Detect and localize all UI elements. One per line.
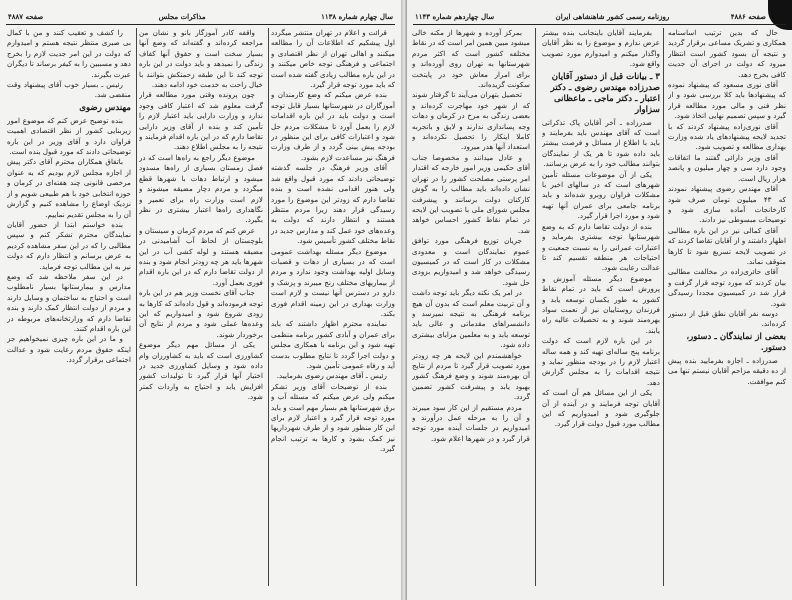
paragraph: صدرزاده ـ آخر آقایان پاک تذکراتی است که آقای مهندس باید بفرمایند و باید با اطلاع از مسائل و فرصت بیشتر باید داده شود تا هر یک از نمایندگان بتوانند مطالب خود را به عرض برسانند. [542, 117, 660, 169]
paragraph: یکی از آن موضوعات مسئله تأمین شهرهای است که در سالهای اخیر با مشکلات فراوان روبرو شده‌اند و باید برنامه جامعی برای عمران آنها تهیه شود و مورد اجرا قرار گیرد. [542, 169, 660, 221]
paragraph: مردم مستقیم از این کار سود میبرند و آن را به مرحله عمل درآورند و امیدواریم در جلسات آینده مورد توجه قرار گیرد و در شهرها اعلام شود. [412, 402, 530, 443]
header-title: مذاکرات مجلس [158, 11, 206, 21]
paragraph: آقای وزیر فرهنگ در جلسه گذشته توضیحاتی دادند که مورد قبول واقع شد ولی هنوز اقدامی نشده است و بنده تقاضا دارم که زودتر این موضوع را مورد رسیدگی قرار دهند زیرا مردم منتظر هستند و انتظار دارند که دولت به وعده‌های خود عمل کند و مدارس جدید در نقاط مختلف کشور تأسیس شود. [271, 163, 395, 246]
paragraph: حال که بدین ترتیب اساسنامه همکاری و تشریک مساعی برقرار گردید و نتیجه آن بسود کشور است انتظار میرود که دولت در اجرای آن جدیت کافی بخرج دهد. [668, 28, 786, 79]
paragraph: آقای نوری مسعود که پیشنهاد نموده که پیشنهادها باید کلا بررسی شود و از نظر فنی و مالی مورد مطالعه قرار گیرد و سپس تصمیم نهایی اتخاذ شود. [668, 80, 786, 121]
scan-shadow [768, 0, 792, 30]
column [7, 28, 131, 590]
section-heading: مهندس رضوی [79, 102, 131, 113]
issue-number: سال چهاردهم شماره ۱۱۴۳ [415, 11, 495, 21]
column-divider [136, 28, 137, 586]
page-header [8, 10, 393, 22]
column-divider [663, 28, 664, 586]
right-page [407, 0, 792, 600]
paragraph: تحصیل بتهران می‌آیند تا گرفتار شوند که از شهر خود مهاجرت کرده‌اند و بعضی زندگی به مرخ در کرمان و دهات وجه پساندازی ندارند و لایق و باتجربه کاملا اینکار را تحصیل نکرده‌اند و استعداد آنها هدر میرود. [412, 90, 530, 152]
paragraph: عرض کنم که مردم کرمان و سیستان و بلوچستان از لحاظ آب آشامیدنی در مضیقه هستند و لوله کشی آب در این شهرها باید هر چه زودتر انجام شود و بنده از دولت تقاضا دارم که در این باره اقدام فوری بعمل آورد. [139, 225, 263, 287]
paragraph: چون پرونده وقتی مورد مطالعه قرار گرفت معلوم شد که اعتبار کافی وجود ندارد و وزارت دارایی باید اعتبار لازم را تأمین کند و بنده از آقای وزیر دارایی تقاضا دارم که در این باره اقدام فرمایند و نتیجه را به مجلس اطلاع دهند. [139, 90, 263, 152]
paragraph: باتفاق همکاران محترم آقای دکتر پیش از اجازه مجلس لازم بودیم که به عنوان مرخصی قانونی چند هفته‌ای در کرمان و حوزه انتخابی خود با هم طبیعی شویم و از نزدیک اوضاع را مشاهده کنیم و گزارش آن را به مجلس تقدیم نماییم. [7, 157, 131, 219]
paragraph: صدرزاده ـ اجازه بفرمایید بنده پیش از ده دقیقه مزاحم آقایان نیستم تنها می کنم موافقت. [668, 355, 786, 386]
paragraph: موضوع دیگر مسئله آموزش و پرورش است که باید در تمام نقاط کشور به طور یکسان توسعه یابد و فرزندان روستاییان نیز از نعمت سواد بهره‌مند شوند و به تحصیلات عالیه راه یابند. [542, 273, 660, 335]
header-title: روزنامه رسمی کشور شاهنشاهی ایران [555, 11, 670, 21]
paragraph: بفرمایند آقایان باینجانب بنده بیشتر عرض ندارم و موضوع را به نظر آقایان واگذار میکنم و امیدوارم مورد تصویب واقع شود. [542, 28, 660, 69]
paragraph: آقای کمالی نیز در این باره مطالبی اظهار داشتند و از آقایان تقاضا کردند که در تصویب لایحه تسریع شود تا کارها متوقف نماند. [668, 225, 786, 266]
paragraph: در این باره لازم است که دولت برنامه پنج ساله‌ای تهیه کند و همه ساله اعتبار لازم را در بودجه منظور نماید و نتیجه اقدامات را به مجلس گزارش دهد. [542, 336, 660, 387]
paragraph: بنده توضیح عرض کنم که موضوع امور زیربنایی کشور از نظر اقتصادی اهمیت فراوان دارد و آقای وزیر در این باره توضیحاتی دادند که مورد قبول بنده است. [7, 115, 131, 157]
paragraph: را کشف و تعقیب کنند و من با کمال بی صبری منتظر نتیجه هستم و امیدوارم که دولت در این امر جدیت لازم را بخرج دهد و مسببین را به کیفر برساند تا دیگران عبرت بگیرند. [7, 28, 131, 79]
paragraph: بمرکز آورده و شهرها از مکنه خالی میشود مبین همین امر است که در نقاط مختلفه کشور است که اکثر مردم شهرستانها به تهران روی آورده‌اند و برای امرار معاش خود در پایتخت سکونت گزیده‌اند. [412, 28, 530, 90]
paragraph: آقای مهندس رضوی پیشنهاد نمودند که ۴۳ میلیون تومان صرف شود کارخانجات آماده سازی شود و توضیحات مبسوطی نیز دادند. [668, 184, 786, 225]
page-label: صفحه ۴۸۸۷ [8, 11, 44, 21]
section-heading: بعضی از نمایندگان ـ دستور، دستور. [686, 331, 786, 353]
paragraph: رئیس ـ بسیار خوب آقای پیشنهاد وقت منقضی شد. [7, 80, 131, 100]
paragraph: و عادل میدانند و مخصوصا جناب آقای حکیمی وزیر امور خارجه که اقتدار امر پرستی مصلحت کشور را در تهران نشان داده‌اند باید مطالب را به گوش کارکنان دولت برسانند و پیشرفت مجلس شورای ملی با تصویب این لایحه در تمام نقاط کشور احساس خواهد شد. [412, 152, 530, 235]
paragraph: قرائت و اعلام در تهران منتشر میگردد اول پیشکیم که اطلاعات آن را مطالعه میکنند و اهالی تهران از نظر اقتصادی و اجتماعی و فرهنگی توجه خاص میکنند و در این باره مطالب زیادی گفته شده است که باید مورد توجه قرار گیرد. [271, 28, 395, 90]
paragraph: موضوع دیگر راجع به راه‌ها است که در فصل زمستان بسیاری از راه‌ها مسدود میشود و ارتباط دهات با شهرها قطع میگردد و مردم دچار مضیقه میشوند و لازم است وزارت راه برای تعمیر و نگاهداری راه‌ها اعتبار بیشتری در نظر بگیرد. [139, 152, 263, 225]
paragraph: یکی از این مسائل هم آن است که آقایان توجه فرمایند و در آینده از آن جلوگیری شود و امیدواریم که این مطالب مورد قبول دولت قرار گیرد. [542, 388, 660, 429]
header-rule [6, 24, 395, 25]
column [271, 28, 395, 590]
paragraph: خواهشمندم این لایحه هر چه زودتر مورد تصویب قرار گیرد تا مردم از نتایج آن بهره‌مند شوند و وضع فرهنگ کشور بهبود یابد و پیشرفت کشور تضمین گردد. [412, 350, 530, 402]
column [412, 28, 530, 590]
paragraph: یکی از مسائل مهم دیگر موضوع کشاورزی است که باید به کشاورزان وام داده شود و وسایل کشاورزی جدید در اختیار آنها قرار گیرد تا تولیدات کشور افزایش یابد و احتیاج به واردات کمتر شود. [139, 340, 263, 402]
paragraph: جناب آقای نخست وزیر هم در این باره توجه فرموده‌اند و قول داده‌اند که کارها به زودی شروع شود و امیدواریم که این وعده‌ها عملی شود و مردم از نتایج آن برخوردار شوند. [139, 288, 263, 339]
section-heading: ۳ ـ بیانات قبل از دستور آقایان صدرزاده مهندس رضوی ـ دکتر اعتبار ـ دکتر ماجی ـ ماعظانی سزاوار [550, 71, 660, 115]
column [139, 28, 263, 590]
paragraph: آقای نوری‌زاده پیشنهاد کردند که با تجدید لایحه پیشنهادهای یاد شده وزارت بهداری مطالعه و تصویب شود. [668, 121, 786, 152]
page-header [415, 10, 766, 22]
paragraph: دوسه نفر آقایان نطق قبل از دستور کرده‌اند. [668, 308, 786, 329]
paragraph: در این سفر ملاحظه شد که وضع مدارس و بیمارستانها بسیار نامطلوب است و احتیاج به ساختمان و وسایل دارند و مردم از دولت انتظار کمک دارند و بنده تقاضا دارم که وزارتخانه‌های مربوطه در این باره اقدام کنند. [7, 271, 131, 333]
paragraph: رئیس ـ آقای مهندس رضوی بفرمایید. [276, 371, 387, 381]
paragraph: آقای حائری‌زاده در مخالفت مطالبی بیان کردند که مورد توجه قرار گرفت و قرار شد در کمیسیون مجددا رسیدگی شود. [668, 267, 786, 308]
page-label: صفحه ۴۸۸۶ [730, 11, 766, 21]
paragraph: آقای وزیر دارائی گفتند ما اتفاقات وجود دارد سی و چهار میلیون و پانصد هزار ریال است. [668, 152, 786, 183]
column [542, 28, 660, 590]
issue-number: سال چهارم شماره ۱۱۳۸ [321, 11, 393, 21]
paragraph: واقفه کادر آموزگار بانو و نشان من مراجعه کرده‌اند و گفته‌اند که وضع آنها بسیار سخت است و حقوق آنها کفاف زندگی را نمیدهد و باید دولت در این باره توجه کند تا این طبقه زحمتکش بتوانند با خیال راحت به خدمت خود ادامه دهند. [139, 28, 263, 90]
paragraph: بنده خواستم ابتدا از حضور آقایان نمایندگان محترم تشکر کنم و سپس مطالبی را که در این سفر مشاهده کردیم به عرض برسانم و انتظار دارم که دولت نیز به این مطالب توجه فرماید. [7, 219, 131, 271]
column-divider [268, 28, 269, 586]
column-divider [535, 28, 536, 586]
paragraph: و ما در این باره چیزی نمیخواهیم جز اینکه حقوق مردم رعایت شود و عدالت اجتماعی برقرار گردد. [7, 334, 131, 365]
paragraph: نماینده محترم اظهار داشتند که باید برای عمران و آبادی کشور برنامه منظمی تهیه شود و این برنامه با همکاری مجلس و دولت اجرا گردد تا نتایج مطلوب بدست آید و رفاه عمومی تأمین شود. [271, 319, 395, 370]
paragraph: بنده از توضیحات آقای وزیر تشکر میکنم ولی عرض میکنم که مسئله آب و برق شهرستانها هم بسیار مهم است و باید مورد توجه قرار گیرد و اعتبار لازم برای این کار منظور شود و از طرف شهرداریها نیز کمک بشود و کارها به ترتیب انجام گیرد. [271, 381, 395, 454]
paragraph: بنده عرض میکنم که وضع کارمندان و آموزگاران در شهرستانها بسیار قابل توجه است و دولت باید در این باره اقدامات لازم را بعمل آورد تا مشکلات مردم حل شود و اعتبارات کافی برای این منظور در بودجه پیش بینی گردد و از طرف وزارت فرهنگ نیز مساعدت لازم بشود. [271, 90, 395, 162]
paragraph: جریان توزیع فرهنگی مورد توافق عموم نمایندگان است و معدودی مشکلات در کار است که در کمیسیون رسیدگی خواهد شد و امیدواریم بزودی حل شود. [412, 236, 530, 287]
paragraph: بنده از دولت تقاضا دارم که به وضع شهرستانها توجه بیشتری بفرماید و اعتبارات عمرانی را به نسبت جمعیت و احتیاجات هر منطقه تقسیم کند تا عدالت رعایت شود. [542, 221, 660, 273]
paragraph: موضوع دیگر مسئله بهداشت عمومی است که در بسیاری از دهات و قصبات وسایل اولیه بهداشت وجود ندارد و مردم از بیماریهای مختلف رنج میبرند و پزشک و دارو در دسترس آنها نیست و لازم است وزارت بهداری در این زمینه اقدام فوری بکند. [271, 246, 395, 318]
column [668, 28, 786, 590]
paragraph: در امر یک نکته دیگر باید توجه داشت و آن تربیت معلم است که بدون آن هیچ برنامه فرهنگی به نتیجه نمیرسد و دانشسراهای مقدماتی و عالی باید توسعه یابد و به معلمین مزایای بیشتری داده شود. [412, 288, 530, 350]
header-rule [413, 24, 786, 25]
